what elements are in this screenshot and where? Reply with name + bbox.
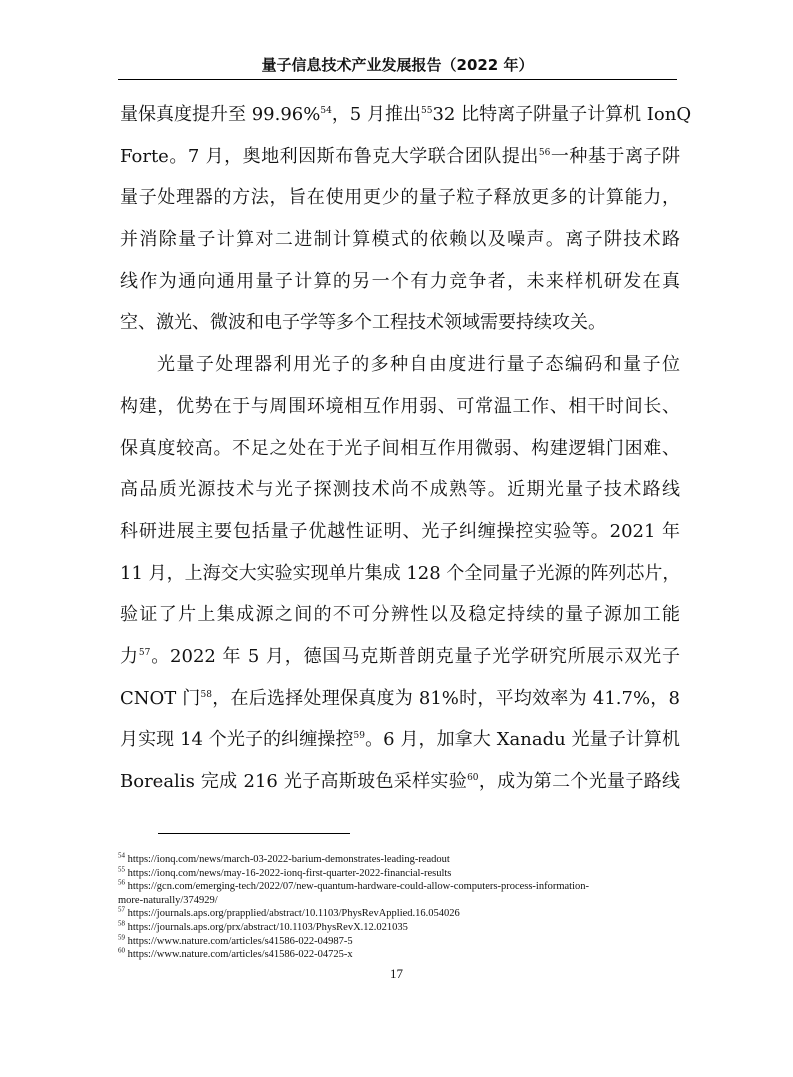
footnote-ref[interactable]: 58 [200,689,212,700]
paragraph-line: 月实现 14 个光子的纠缠操控$^{59}$。6 月，加拿大 Xanadu 光量子计算机 [120,729,680,751]
body-text [120,94,692,803]
paragraph-line: 并消除量子计算对二进制计算模式的依赖以及噪声。离子阱技术路 [120,229,680,251]
paragraph-line: 高品质光源技术与光子探测技术尚不成熟等。近期光量子技术路线 [120,479,680,501]
paragraph-line: 构建，优势在于与周围环境相互作用弱、可常温工作、相干时间长、 [120,395,680,417]
footnote-item[interactable]: $^{54}$ https://ionq.com/news/march-03-2022-barium-demonstrates-leading-readout [118,851,450,865]
footnote-ref[interactable]: 57 [138,647,151,658]
footnote-item-continuation[interactable]: more-naturally/374929/ [118,894,218,906]
footnote-item[interactable]: $^{59}$ https://www.nature.com/articles/s41586-022-04987-5 [118,933,353,947]
paragraph-line: 保真度较高。不足之处在于光子间相互作用微弱、构建逻辑门困难、 [120,437,680,459]
footnote-item[interactable]: $^{60}$ https://www.nature.com/articles/s41586-022-04725-x [118,946,353,961]
footnote-ref[interactable]: 54 [320,106,332,116]
paragraph-line: 力$^{57}$。2022 年 5 月，德国马克斯普朗克量子光学研究所展示双光子 [120,645,680,667]
footnote-separator [158,833,350,834]
running-header: 量子信息技术产业发展报告（2022 年） [261,56,534,74]
paragraph-line: 11 月，上海交大实验实现单片集成 128 个全同量子光源的阵列芯片， [120,562,681,584]
paragraph-line: 量保真度提升至 99.96%$^{54}$，5 月推出$^{55}$32 比特离子阱量子计算机 IonQ [120,104,692,125]
paragraph-line: CNOT 门$^{58}$，在后选择处理保真度为 81%时，平均效率为 41.7%，8 [120,687,680,709]
footnote-item[interactable]: $^{58}$ https://journals.aps.org/prx/abstract/10.1103/PhysRevX.12.021035 [118,919,408,933]
footnotes [118,853,678,962]
paragraph-line: 空、激光、微波和电子学等多个工程技术领域需要持续攻关。 [120,312,606,334]
paragraph-line: 光量子处理器利用光子的多种自由度进行量子态编码和量子位 [157,354,680,376]
paragraph-line: 科研进展主要包括量子优越性证明、光子纠缠操控实验等。2021 年 [120,520,680,542]
footnote-ref[interactable]: 60 [467,773,479,783]
footnote-item[interactable]: $^{55}$ https://ionq.com/news/may-16-2022-ionq-first-quarter-2022-financial-results [118,865,452,879]
paragraph-line: 验证了片上集成源之间的不可分辨性以及稳定持续的量子源加工能 [120,604,680,626]
footnote-ref[interactable]: 56 [538,147,551,158]
footnote-item[interactable]: $^{57}$ https://journals.aps.org/prapplied/abstract/10.1103/PhysRevApplied.16.054026 [118,905,460,920]
page-number: 17 [390,966,403,981]
paragraph-line: Forte。7 月，奥地利因斯布鲁克大学联合团队提出$^{56}$一种基于离子阱 [120,145,680,167]
paragraph-line: 线作为通向通用量子计算的另一个有力竞争者，未来样机研发在真 [120,270,680,292]
paragraph-line: Borealis 完成 216 光子高斯玻色采样实验$^{60}$，成为第二个光量子路线 [120,771,681,792]
paragraph-line: 量子处理器的方法，旨在使用更少的量子粒子释放更多的计算能力， [120,187,680,209]
footnote-ref[interactable]: 55 [421,106,433,116]
footnote-ref[interactable]: 59 [353,731,365,742]
header-rule [118,79,677,80]
footnote-item[interactable]: $^{56}$ https://gcn.com/emerging-tech/2022/07/new-quantum-hardware-could-allow-computers-process-information- [118,878,589,893]
